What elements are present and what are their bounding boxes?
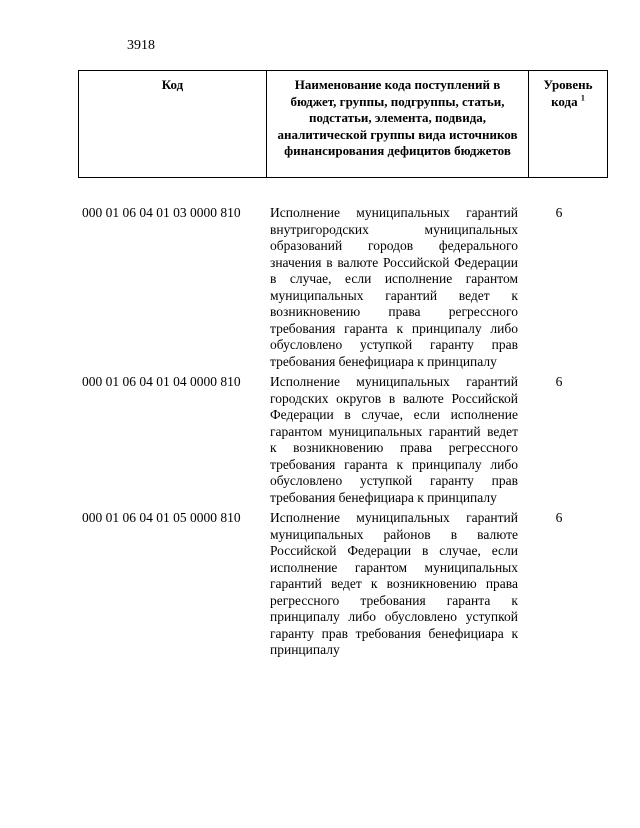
row-code: 000 01 06 04 01 03 0000 810 — [82, 205, 241, 220]
header-row — [79, 71, 608, 178]
table-row — [78, 374, 598, 510]
header-level — [529, 71, 608, 178]
row-level: 6 — [555, 510, 563, 525]
row-code: 000 01 06 04 01 04 0000 810 — [82, 374, 241, 389]
header-level-footnote: 1 — [580, 93, 585, 103]
header-code: Код — [79, 71, 267, 178]
header-name: Наименование кода поступлений в бюджет, группы, подгруппы, статьи, подстатьи, элемента, подвида, аналитической группы вида источников финансирования дефицитов бюджетов — [267, 71, 529, 178]
table-body — [78, 205, 598, 663]
row-level: 6 — [555, 205, 563, 220]
row-level: 6 — [555, 374, 563, 389]
table-row — [78, 205, 598, 374]
table-header — [78, 70, 608, 178]
row-name: Исполнение муниципальных гарантий городских округов в валюте Российской Федерации в случае, если исполнение гарантом муниципальных гарантий ведет к возникновению права регрессного требования гаранта к принципалу либо обусловлено уступкой гаранту прав требования бенефициара к принципалу — [270, 374, 518, 505]
row-code: 000 01 06 04 01 05 0000 810 — [82, 510, 241, 525]
table-row — [78, 510, 598, 663]
row-name: Исполнение муниципальных гарантий муниципальных районов в валюте Российской Федерации в случае, если исполнение гарантом муниципальных гарантий ведет к возникновению права регрессного требования гаранта к принципалу либо обусловлено уступкой гаранту прав требования бенефициара к принципалу — [270, 510, 518, 657]
page-number: 3918 — [127, 38, 155, 53]
header-level-label: Уровень кода — [543, 77, 593, 109]
row-name: Исполнение муниципальных гарантий внутригородских муниципальных образований городов федерального значения в валюте Российской Федерации в случае, если исполнение гарантом муниципальных гарантий ведет к возникновению права регрессного требования гаранта к принципалу либо обусловлено уступкой гаранту прав требования бенефициара к принципалу — [270, 205, 518, 369]
